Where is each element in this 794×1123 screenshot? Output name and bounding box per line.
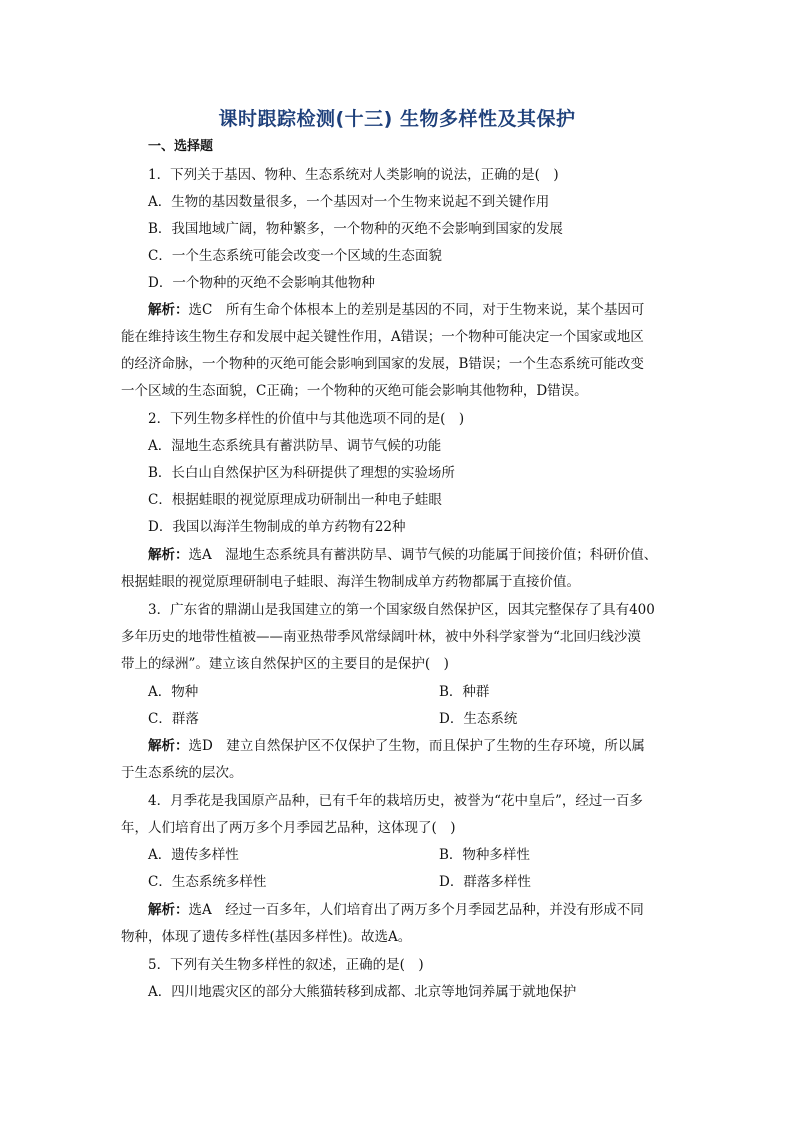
question-2-stem: 2．下列生物多样性的价值中与其他选项不同的是( ) [148, 411, 465, 427]
question-1-option-d: D．一个物种的灭绝不会影响其他物种 [148, 275, 375, 291]
question-3-answer-line-1 [148, 736, 677, 756]
question-1-option-b: B．我国地域广阔，物种繁多，一个物种的灭绝不会影响到国家的发展 [148, 221, 563, 237]
question-3-stem-line-3: 带上的绿洲”。建立该自然保护区的主要目的是保护( ) [121, 656, 449, 672]
question-4-option-c: C．生态系统多样性 [148, 874, 267, 890]
question-3-option-a: A．物种 [148, 684, 199, 700]
question-4-answer-line-1 [148, 900, 677, 920]
question-3-stem-line-2: 多年历史的地带性植被——南亚热带季风常绿阔叶林，被中外科学家誉为“北回归线沙漠 [121, 629, 641, 645]
question-2-answer-line-2: 根据蛙眼的视觉原理研制电子蛙眼、海洋生物制成单方药物都属于直接价值。 [121, 574, 580, 590]
question-1-option-c: C．一个生态系统可能会改变一个区域的生态面貌 [148, 248, 442, 264]
question-4-answer-line-2: 物种，体现了遗传多样性(基因多样性)。故选A。 [121, 929, 412, 945]
question-5-stem: 5．下列有关生物多样性的叙述，正确的是( ) [148, 957, 424, 973]
question-2-option-b: B．长白山自然保护区为科研提供了理想的实验场所 [148, 465, 455, 481]
question-4-option-d: D．群落多样性 [439, 874, 531, 890]
answer-text: 选A 湿地生态系统具有蓄洪防旱、调节气候的功能属于间接价值；科研价值、 [188, 547, 658, 563]
question-3-answer-line-2: 于生态系统的层次。 [121, 765, 243, 781]
question-3-option-c: C．群落 [148, 711, 199, 727]
answer-text: 选A 经过一百多年，人们培育出了两万多个月季园艺品种，并没有形成不同 [188, 902, 644, 918]
question-2-option-c: C．根据蛙眼的视觉原理成功研制出一种电子蛙眼 [148, 492, 442, 508]
question-1-answer-line-1 [148, 300, 677, 320]
question-1-option-a: A．生物的基因数量很多，一个基因对一个生物来说起不到关键作用 [148, 194, 550, 210]
question-3-stem-line-1: 3．广东省的鼎湖山是我国建立的第一个国家级自然保护区，因其完整保存了具有400 [148, 602, 655, 618]
question-4-option-b: B．物种多样性 [439, 847, 530, 863]
answer-label: 解析： [148, 547, 189, 563]
question-5-option-a: A．四川地震灾区的部分大熊猫转移到成都、北京等地饲养属于就地保护 [148, 984, 577, 1000]
question-3-option-b: B．种群 [439, 684, 490, 700]
question-2-answer-line-1 [148, 545, 677, 565]
answer-text: 选D 建立自然保护区不仅保护了生物，而且保护了生物的生存环境，所以属 [188, 738, 645, 754]
section-heading: 一、选择题 [148, 139, 214, 154]
question-1-answer-line-3: 的经济命脉，一个物种的灭绝可能会影响到国家的发展，B错误；一个生态系统可能改变 [121, 356, 644, 372]
question-1-stem: 1．下列关于基因、物种、生态系统对人类影响的说法，正确的是( ) [148, 167, 559, 183]
question-4-stem-line-2: 年，人们培育出了两万多个月季园艺品种，这体现了( ) [121, 820, 456, 836]
answer-label: 解析： [148, 902, 189, 918]
answer-text: 选C 所有生命个体根本上的差别是基因的不同，对于生物来说，某个基因可 [188, 302, 645, 318]
answer-label: 解析： [148, 302, 189, 318]
answer-label: 解析： [148, 738, 189, 754]
page-title: 课时跟踪检测(十三) 生物多样性及其保护 [218, 108, 576, 130]
question-1-answer-line-2: 能在维持该生物生存和发展中起关键性作用，A错误；一个物种可能决定一个国家或地区 [121, 329, 644, 345]
question-1-answer-line-4: 一个区域的生态面貌，C正确；一个物种的灭绝可能会影响其他物种，D错误。 [121, 383, 588, 399]
question-2-option-d: D．我国以海洋生物制成的单方药物有22种 [148, 519, 406, 535]
question-2-option-a: A．湿地生态系统具有蓄洪防旱、调节气候的功能 [148, 438, 442, 454]
question-3-option-d: D．生态系统 [439, 711, 518, 727]
question-4-option-a: A．遗传多样性 [148, 847, 239, 863]
question-4-stem-line-1: 4．月季花是我国原产品种，已有千年的栽培历史，被誉为“花中皇后”，经过一百多 [148, 793, 643, 809]
